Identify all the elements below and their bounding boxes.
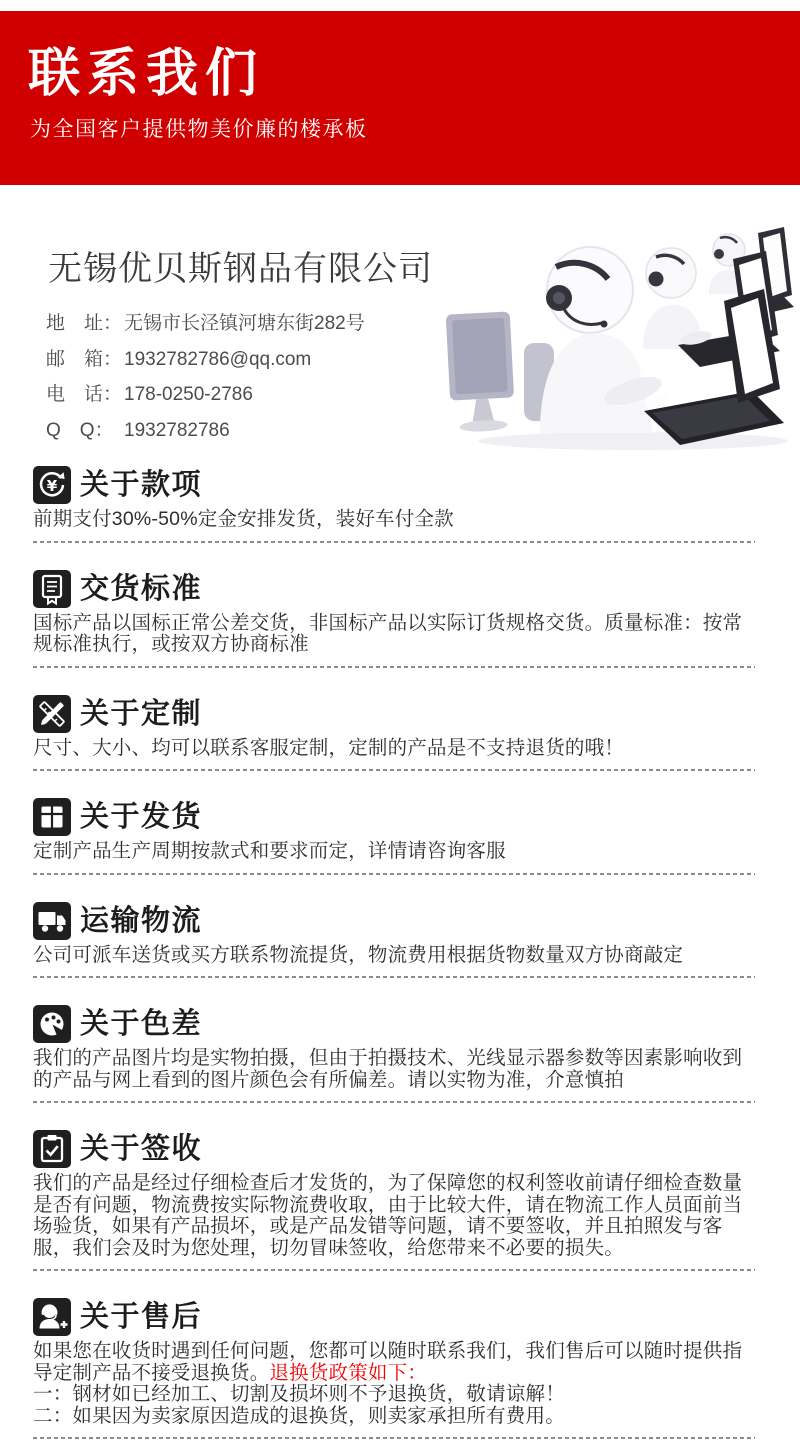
section-body — [33, 509, 755, 531]
section-header — [33, 1298, 755, 1336]
section-text: 尺寸、大小、均可以联系客服定制，定制的产品是不支持退货的哦！ — [33, 736, 625, 759]
info-section — [33, 1130, 755, 1271]
section-body — [33, 1341, 755, 1427]
section-body — [33, 738, 755, 760]
top-white-strip — [0, 0, 800, 11]
section-paragraph — [33, 1384, 755, 1406]
contact-banner — [0, 11, 800, 185]
section-text: 公司可派车送货或买方联系物流提货，物流费用根据货物数量双方协商敲定 — [33, 943, 684, 966]
section-text: 前期支付30%-50%定金安排发货，装好车付全款 — [33, 508, 454, 530]
page-title: 联系我们 — [28, 45, 265, 103]
contact-value: 1932782786 — [124, 419, 230, 441]
section-body — [33, 613, 755, 656]
section-header — [33, 902, 755, 940]
section-title: 关于发货 — [80, 801, 203, 833]
info-section — [33, 1298, 755, 1439]
dashed-divider — [33, 1437, 755, 1439]
company-info-block — [0, 185, 800, 455]
headset-person-icon — [33, 1298, 71, 1336]
section-title: 运输物流 — [80, 904, 203, 937]
section-text: 我们的产品是经过仔细检查后才发货的，为了保障您的权利签收前请仔细检查数量是否有问题，物流费按实际物流费收取，由于比较大件，请在物流工作人员面前当场验货，如果有产品损坏，或是产品发错等问题，请不要签收，并且拍照发与客服，我们会及时为您处理，切勿冒味签收，给您带来不必要的损失。 — [33, 1172, 743, 1259]
section-body — [33, 1048, 755, 1091]
section-header — [33, 695, 755, 733]
page-subtitle: 为全国客户提供物美价廉的楼承板 — [30, 117, 368, 141]
section-title: 关于款项 — [80, 469, 203, 501]
monitor-graphic — [446, 311, 516, 433]
section-body — [33, 1173, 755, 1259]
customer-service-scene — [428, 193, 794, 457]
dashed-divider — [33, 769, 755, 771]
section-text: 我们的产品图片均是实物拍摄，但由于拍摄技术、光线显示器参数等因素影响收到的产品与网上看到的图片颜色会有所偏差。请以实物为准，介意慎拍 — [33, 1047, 743, 1091]
palette-icon — [33, 1005, 71, 1043]
package-icon — [33, 798, 71, 836]
info-section — [33, 695, 755, 772]
section-header — [33, 570, 755, 608]
contact-label: 邮 箱： — [46, 348, 123, 370]
customization-tools-icon — [33, 695, 71, 733]
section-body — [33, 945, 755, 967]
section-paragraph — [33, 1406, 755, 1428]
dashed-divider — [33, 1269, 755, 1271]
section-body — [33, 841, 755, 863]
contact-value: 1932782786@qq.com — [124, 348, 312, 370]
truck-icon — [33, 902, 71, 940]
section-header — [33, 466, 755, 504]
info-section — [33, 466, 755, 543]
contact-label: 电 话： — [46, 384, 123, 405]
info-section — [33, 902, 755, 979]
section-paragraph — [33, 738, 755, 760]
section-paragraph — [33, 509, 755, 531]
contact-value: 无锡市长泾镇河塘东街282号 — [124, 313, 365, 334]
contact-value: 178-0250-2786 — [124, 384, 253, 405]
section-text: 二：如果因为卖家原因造成的退换货，则卖家承担所有费用。 — [33, 1404, 565, 1427]
delivery-standard-icon — [33, 570, 71, 608]
section-paragraph — [33, 613, 755, 656]
info-section — [33, 570, 755, 668]
section-title: 关于签收 — [80, 1133, 203, 1165]
section-paragraph — [33, 841, 755, 863]
section-title: 交货标准 — [80, 572, 203, 605]
section-title: 关于定制 — [80, 697, 203, 730]
section-header — [33, 1005, 755, 1043]
info-section — [33, 798, 755, 875]
dashed-divider — [33, 976, 755, 978]
section-paragraph — [33, 1173, 755, 1259]
section-paragraph — [33, 1048, 755, 1091]
section-header — [33, 1130, 755, 1168]
contact-label: Q Q： — [46, 419, 114, 441]
section-text: 国标产品以国标正常公差交货，非国标产品以实际订货规格交货。质量标准：按常规标准执行，或按双方协商标准 — [33, 611, 743, 655]
return-policy-highlight: 退换货政策如下： — [269, 1361, 428, 1384]
dashed-divider — [33, 541, 755, 543]
section-text: 定制产品生产周期按款式和要求而定，详情请咨询客服 — [33, 840, 506, 862]
info-sections — [0, 455, 800, 1439]
payment-cycle-icon — [33, 466, 71, 504]
info-section — [33, 1005, 755, 1103]
dashed-divider — [33, 873, 755, 875]
dashed-divider — [33, 666, 755, 668]
company-name: 无锡优贝斯钢品有限公司 — [48, 250, 433, 288]
section-text: 如果您在收货时遇到任何问题，您都可以随时联系我们，我们售后可以随时提供指导定制产品不接受退换货。 — [33, 1340, 743, 1384]
section-paragraph — [33, 945, 755, 967]
customer-service-figures-illustration — [428, 193, 794, 457]
section-title: 关于色差 — [80, 1008, 203, 1040]
section-header — [33, 798, 755, 836]
dashed-divider — [33, 1101, 755, 1103]
contact-label: 地 址： — [46, 313, 123, 334]
section-text: 一：钢材如已经加工、切割及损坏则不予退换货，敬请谅解！ — [33, 1383, 565, 1405]
section-title: 关于售后 — [80, 1301, 203, 1333]
clipboard-check-icon — [33, 1130, 71, 1168]
section-paragraph — [33, 1341, 755, 1384]
